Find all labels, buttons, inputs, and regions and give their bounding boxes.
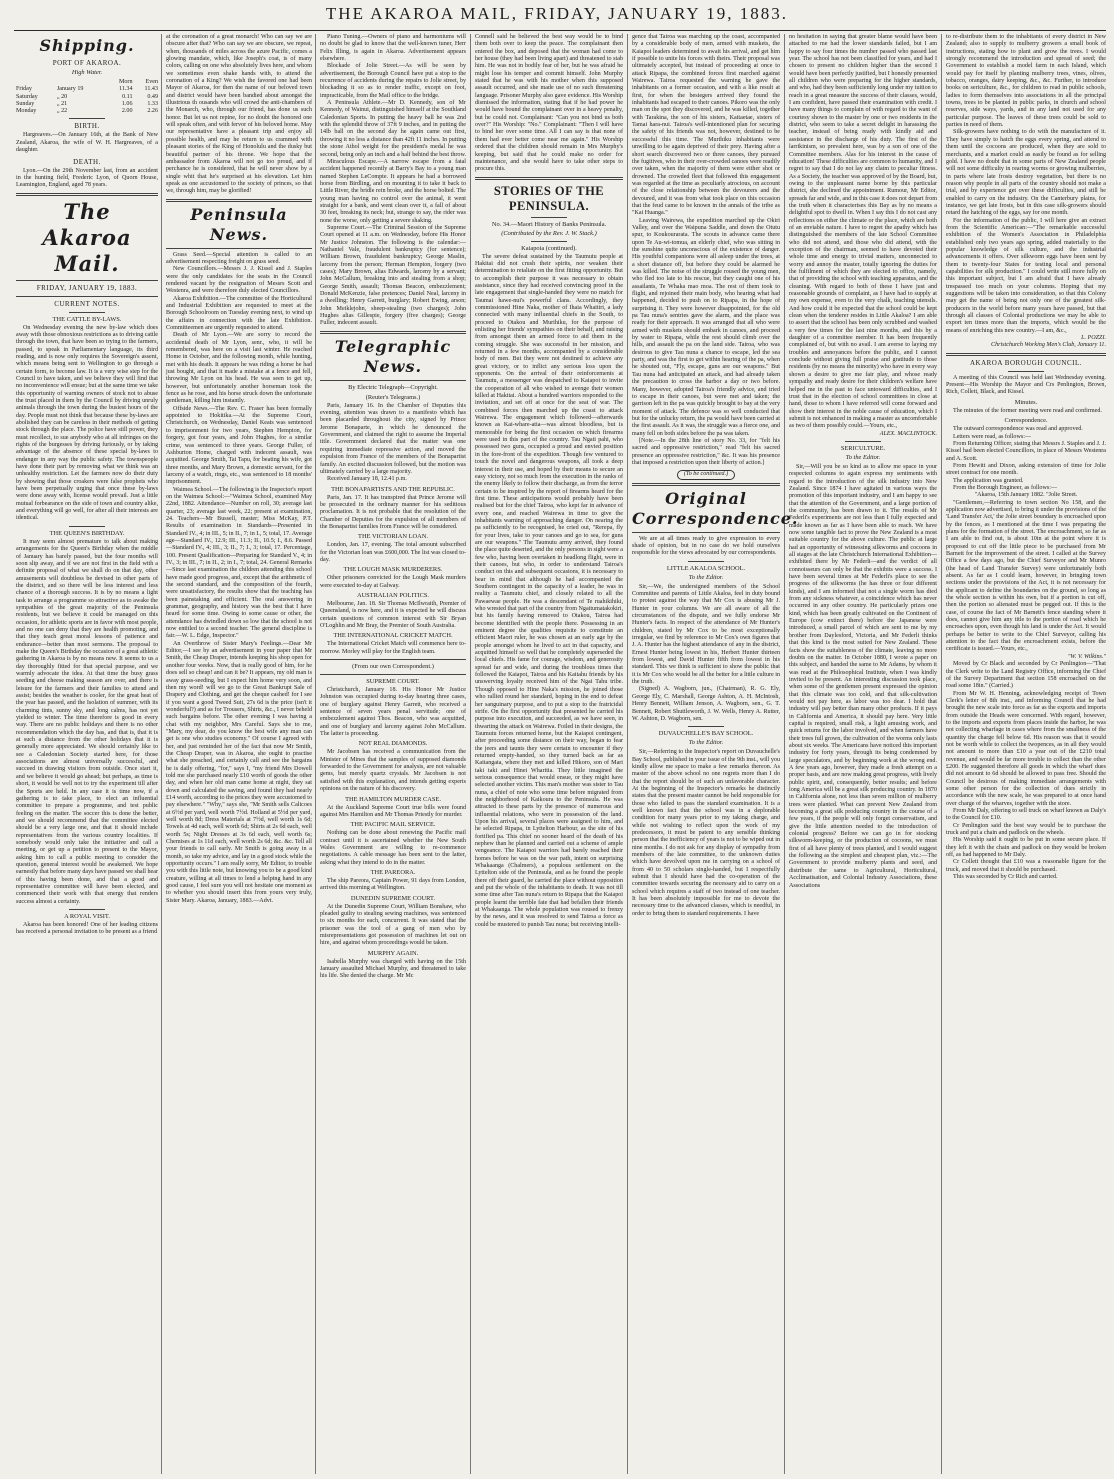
separator	[320, 674, 466, 675]
story-paragraph: gence that Tairoa was marching up the coast, accompanied by a considerable body of men, armed with muskets, the Kaiapoi leaders determined to await his arrival, and get him if possible to unite his forces with theirs. Their proposal was ultimately accepted, but instead of proceeding at once to attack Ripapa, the combined forces first marched against Wairewa. Tairoa requested the warning he gave the inhabitants on a former occasion, and with a like result at first, for when the besiegers arrived they found the inhabitants had escaped to their canoes. Pikoro was the only man on the spot they discovered, and he was killed, together with Tarakina, the son of his sisters, Kaitaetae, sisters of Tamai hara-nui. Tairoa's well-intentioned plan for securing the safety of his friends was not, however, destined to be successful this time. The Murihiku inhabitants were unwilling to be again deprived of their prey. Having after a short search discovered two or three canoes, they pursued the fugitives, who in their over-crowded canoes were readily over taken, when the majority of them were either shot or drowned. The crowded fleet that followed this engagement was regarded at the time as peculiarly atrocious, on account of the close relationship between the devourers and the devoured, and it was from what took place on this occasion that the feud came to be known in the annals of the tribe as "Kai Huanga."	[632, 34, 780, 217]
separator	[69, 312, 105, 313]
letter-signature: L. POZZI.	[1081, 335, 1106, 342]
letter-salutation: To the Editor.	[845, 453, 881, 461]
separator	[688, 561, 724, 562]
news-item: Miraculous Escape.—A narrow escape from a fatal accident happened recently at Barry's Bay to a young man named Stephen LeCompte. It appears he had a borrowed horse from Birdling, and on mounting it to take it back to Little River, the bridle rein broke, and the horse bolted. The young man having no control over the animal, it went straight for a bank, and went clean over it, a fall of about 30 feet, breaking its neck; but, strange to say, the rider was none the worse, only getting a severe shaking.	[320, 158, 466, 224]
telegram-heading: THE BONAPARTISTS AND THE REPUBLIC.	[331, 485, 455, 493]
own-correspondent-label: (From our own Correspondent.)	[352, 663, 434, 671]
tide-row: Sunday „ 21 1.06 1.33	[16, 100, 158, 107]
council-paragraph: From Hewitt and Dixon, asking extension of time for Jolie street contract for one month.	[946, 462, 1106, 477]
telegram: Paris, January 16. In the Chamber of Deputies this evening, attention was drawn to a manifesto which has been placarded throughout the city, signed by Prince Jerome Bonaparte, in which he denounced the Government, and claimed the right to assume the Imperial title. Government declared that the matter was one requiring immediate repressive action, and moved the expulsion from France of the members of the Bonapartist family. An excited discussion followed, but the motion was ultimately carried by a large majority.	[320, 402, 466, 475]
masthead: THE AKAROA MAIL, FRIDAY, JANUARY 19, 1883.	[325, 4, 789, 23]
news-item: Offside News.—The Rev. C. Fraser has been formally appointed to Hokitika.—At the Supreme Court, Christchurch, on Wednesday, Daniel Keats was sentenced to imprisonment for two years, Stephen Hempton, for forgery, got four years, and John Hughes, for a similar crime, was sentenced to three years. George Fuller, of Ashburton Home, charged with indecent assault, was acquitted. George Smith, Tai Tapu, for beating his wife, got three months, and Mary Brown, a domestic servant, for the larceny of a watch, rings, etc., was sentenced to 18 months' imprisonment.	[166, 405, 312, 486]
stories-heading: STORIES OF THE PENINSULA.	[493, 183, 605, 213]
story-paragraph: Leaving Wairewa, the expedition marched up the Okiri Valley, and over the Waipuna Saddle, and down the Otutu spur, to Koukourarata. The scouts in advance came there upon Te Au-wi-tomua, an elderly chief, who was sitting in the sunshine quite unconscious of the existence of danger. His youthful companions were all asleep under the trees, at a short distance off, but before they could be alarmed he was killed. The noise of the struggle roused the young men, who fled too late to his rescue, but they caught one of his assailants, Te Whaka mao moa. The rest of them took to flight, and rejoined their main body, who hearing what had happened, decided to push on to Ripapa, in the hope of surprising it. They were however disappointed, for the old pa Tau nuna's sentries gave the alarm, and the place was ready for their approach. It was arranged that all who were armed with muskets should embark in canoes, and proceed by water to Ripapa, while the rest should climb over the hills, and assault the pa on the land side. Tairoa, who was desirous to give Tau nuna a chance to escape, led the sea party, and was the first to get within hearing of the pa, when he shouted out, "Fly, escape, guns are our weapons." But Tau nuna had anticipated an attack, and had already taken the precaution to cross the harbor a day or two before. Many, however, adopted Tairoa's friendly advice, and tried to escape in their canoes, but were met and taken; the garrison left in the pa was quickly brought to bay at the very moment of attack. The defence was so well conducted that but for the unlucky return, the pa would have been carried at the first assault. As it was, the struggle was a fierce one, and many fell on both sides before the pa was taken.	[632, 217, 780, 437]
letter-salutation: To the Editor.	[688, 573, 724, 581]
letter-salutation: To the Editor.	[688, 739, 724, 747]
news-item: An Overthrow of Sister Mary's Feelings.—Dear Mr Editor,—I see by an advertisement in your paper that Mr Smith, the Cheap Draper, intends keeping his shop open for another four weeks. Now, that is really good of him, for he does sell so cheap! and can it be? It appears, my old man is away grass-seeding, but I expect him home very soon, and then my word! will we go to the Great Bankrupt Sale of Drapery and Clothing, and get the cheque cashed! for I see if you want a good Tweed Suit, 27s 6d is the price (isn't it wonderful?) and as for Trousers, Shirts, &c., I never beheld such bargains before. The other evening I was having a chat with my neighbor, Mrs Careful. Says she to me, "Mary, my dear, do you know the best wife any man can get is one who studies economy." Of course I agreed with her, and just reminded her of the fact that now Mr Smith, the Cheap Draper, was in Akaroa, she ought to practise what she preached, and certainly call and see the bargains he is daily offering, "for," says I, "my friend Mrs Dowell told me she purchased nearly £10 worth of goods the other day, and when her old man came home at night, they sat down and calculated the saving, and found they had nearly £14 worth, according to the prices they were accustomed to pay elsewhere." "Why," says she, "Mr Smith sells Calicoes at 6½d per yard, well worth 7½d. Holland at 5½d per yard, well worth 8d; Dress Materials at 7½d, well worth 1s 6d; Towels at 4d each, well worth 6d; Shirts at 2s 6d each, well worth 5s; Night Dresses at 3s 6d each, well worth 6s; Chemises at 1s 11d each, well worth 2s 6d; &c. &c. Tell all your friends to call early. Mr Smith is going away in a month, so take my advice, and lay in a good stock while the opportunity occurs." I am really sorry, Mr Editor, to trouble you with this little note, but knowing you to be a good kind creature, willing at all times to lend a helping hand in any good cause, I feel sure you will not hesitate one moment as to whether you should insert this from yours very truly, Sister Mary. Akaroa, January, 1883.—Advt.	[166, 640, 312, 904]
shipping-heading: Shipping.	[39, 36, 135, 55]
birth-notice: Hargreaves.—On January 16th, at the Bank of New Zealand, Akaroa, the wife of W. H. Hargreaves, of a daughter.	[16, 132, 158, 154]
council-subheading: Minutes.	[1014, 398, 1038, 406]
tide-row: Monday „ 22 2.00 2.26	[16, 108, 158, 115]
column-5	[632, 34, 799, 1476]
article-paragraph: On Wednesday evening the new by-law which does away with those obnoxious restrictions as to driving cattle through the town, that have been so trying to the farmers, passed, to speak in Parliamentary language, its third reading, and is now only requires the Sovereign's assent, which means being sent to Wellington to go through a certain form, to become law. It is a very wise step for the Council to have taken, and we believe they will find that no inconvenience will ensue; but at the same time we take this opportunity of warning owners of stock not to abuse the trust placed in them by the Council by driving unruly animals through the town during the busiest hours of the day. People must not think that because these by-laws are abolished they can be careless in their methods of getting stock through the place. The police have still power, they must recollect, to sue anybody who at all infringes on the rights of the burgesses by driving furiously, or by taking advantage of the absence of these special by-laws to endanger in any way the public safety. The townspeople have done their part by removing what we think was an unhealthy restriction. Let the farmers now do their duty by showing that those croakers were false prophets who have been perpetually urging that once these by-laws were done away with, license would prevail. Just a little mutual forbearance on the side of town and country alike, and everything will go well, for after all their interests are identical.	[16, 324, 158, 522]
separator	[166, 248, 312, 249]
council-paragraph: Cr Collett thought that £10 was a reasonable figure for the truck, and moved that it should be purchased.	[946, 859, 1106, 873]
separator	[475, 177, 623, 180]
separator	[1008, 371, 1044, 372]
telegram: Paris, Jan. 17. It has transpired that Prince Jerome will be prosecuted in the ordinary manner for his seditious proclamation. It is not probable that the resolution of the Chamber of Deputies for the expulsion of all members of the Bonapartist families from France will be considered.	[320, 494, 466, 530]
telegram-heading: THE VICTORIAN LOAN.	[358, 533, 428, 541]
council-paragraph: The minutes of the former meeting were read and confirmed.	[953, 407, 1102, 414]
letter-paragraph: For the information of the public, I will here give an extract from the Scientific American:—"The remarkable successful exhibition of the Women's Association in Philadelphia established only two years ago spring, added materially to the popular knowledge of silk culture, and the industrial advancements it offers. Over silkworm eggs have been sent by them to twenty-four States for testing local and personal capabilities for silk production." I could write still more fully on this important subject, but I am afraid that I have already trespassed too much on your columns. Hoping that my suggestions will be taken into consideration, so that this Colony may get the name of being not only one of the greatest silk-producers in the world before many years have passed, but that through all classes of Colonial productions we may be able to export ten times more than the imports, which would be the means of enriching this new country.—I am, &c.,	[946, 217, 1106, 334]
column-divider	[627, 34, 628, 1474]
column-3	[320, 34, 466, 1476]
council-paragraph: This was seconded by Cr Rich and carried.	[953, 874, 1058, 881]
story-subheading: Kaiapoia (continued).	[521, 244, 577, 252]
telegram-heading: THE HAMILTON MURDER CASE.	[345, 795, 441, 803]
letter-signatories: (Signed) A. Wagborn, jun., (Chairman), R. G. Ely, George Ely, C. Marshall, George Ashton, A. H. McIntosh, Henry Bennett, William Jenson, A. Wagborn, sen., G. T. Bennett, Robert Shuttleworth, J. W. Wells, Henry A. Rutter, W. Ashton, D. Wagborn, sen.	[632, 686, 780, 722]
separator	[632, 483, 780, 486]
letter-signature: ALEX. MACLINTOCK.	[879, 430, 937, 437]
separator	[531, 217, 567, 218]
letter-heading: SERICULTURE.	[840, 444, 886, 452]
letter-signature-address: Christchurch Working Men's Club, January 11.	[991, 342, 1106, 349]
tide-header-row: Morn Even	[118, 79, 158, 85]
editor-note: [Note.—In the 28th line of story No. 33, for "felt his sacred and oppressive restriction," read "felt his sacred presence an oppressive restriction," &c. It was his presence that imposed a restriction upon their liberty of action.]	[632, 437, 780, 466]
letter-paragraph: no hesitation in saying that greater blame would have been attached to me had the lower standards failed, but I am happy to say four times the number passed who passed last year. The school has not been classified for years, and had I chosen to present no children higher than the second I would have been perfectly justified, but I honestly presented all children who were preparing for the higher standards, and who, had they been sufficiently long under my tuition to reach in a great measure the success of their classes, would, I am confident, have passed their examination with credit. I have many things to complain of with regard to the want of courtesy shown to the master by one or two residents in the district, who seem to take a secret delight in harassing the teacher, instead of being ready with kindly aid and assistance in the discharge of his duty. The first of the larrikinism, so prevalent here, was by a son of one of the Committee members. Alas for his interest in the cause of education! These difficulties are common to humanity, and I regret to say that I do not lay any claim to peculiar fitness. As a Society, the teacher was approved of by the Board, but, owing to the unpleasant name borne by this particular district, she declined the appointment. Rumour, Mr Editor, spreads far and wide, and in this case it does not depart from the truth when it characterises this Bay as by no means a delightful spot to dwell in. When I say this I do not cast any reflections on either the climate or the place, which are both of an enviable nature. I have to regret the apathy which has distinguished the members of the late School Committee who did not attend, and those who did attend, with the exception of the chairman, seemed to have devoted their whole time and energy to trivial matters, unconnected to worry and annoy the master, totally ignoring the duties for the fulfilment of which they are elected to office, namely, that of providing the school with teaching apparatus, and the cleaning. With regard to both of these I have just and reasonable grounds of complaint, as I have had to supply at my own expense, even to the very chalk, teaching utensils. And how could it be expected that the school could be kept clean when the tenderer resides in Little Akaloa? I am able to assert that the school has been only scrubbed and washed a very few times for the last nine months, and this by a daughter of a committee member. It has been frequently complained of, but with no avail. I am averse to laying my troubles and annoyances before the public, and I cannot conclude without giving full praise and gratitude to those residents (by no means the minority) who have in every way shown a desire to give me fair play, and whose ready sympathy and ready desire for their children's welfare have helped me in the past to face untoward difficulties, and I trust that in the election of school committees in close at hand, those to whom I have referred will come forward and show their interest in the noble cause of education, which I submit is not enhanced in making a master as uncomfortable as two of them possibly could.—Yours, etc.,	[789, 34, 937, 430]
continued-box: (To be continued.)	[632, 470, 780, 479]
separator	[69, 118, 105, 119]
council-paragraph: From the Borough Engineer, as follows:—	[953, 484, 1058, 491]
news-item: Piano Tuning.—Owners of piano and harmoniums will no doubt be glad to know that the well-known tuner, Herr Felix Illing, is again in Akaroa. Advertisement appears elsewhere.	[320, 34, 466, 63]
news-item: Death of Mr Lyon.—We are sorry to record the accidental death of Mr Lyon, senr., who, it will be remembered, was here on a visit last winter. He reached Home in October, and the following month, while hunting, met with his death. It appears he was riding a horse he had just bought, and that it made a mistake at a fence and fell, throwing Mr Lyon on his head. He was seen to get up, however, but unfortunately another horseman took the fence as he rose, and his horse struck down the unfortunate gentleman, killing him instantly.	[166, 332, 312, 405]
council-paragraph: His Worship said it ought to be put in some secure place. If they left it with the chain and padlock on they would be broken off, as had happened to Mr Daly.	[946, 837, 1106, 859]
dateline: FRIDAY, JANUARY 19, 1883.	[36, 283, 138, 292]
column-divider	[470, 34, 471, 1474]
column-divider	[784, 34, 785, 1474]
telegram: London, Jan. 17, evening. The total amount subscribed for the Victorian loan was £600,000. The list was closed to-day.	[320, 542, 466, 563]
telegram-heading: MURPHY AGAIN.	[367, 949, 419, 957]
letter-heading: LITTLE AKALOA SCHOOL.	[666, 564, 746, 572]
council-letter-signature: "W. V. Wilkins."	[1067, 653, 1106, 660]
telegram-heading: AUSTRALIAN POLITICS.	[356, 591, 430, 599]
separator	[16, 296, 158, 297]
separator	[531, 241, 567, 242]
column-7	[946, 34, 1106, 1476]
telegram-heading: NOT REAL DIAMONDS.	[358, 740, 428, 748]
telegram-heading: DUNEDIN SUPREME COURT.	[350, 894, 436, 902]
news-item: Supreme Court.—The Criminal Session of the Supreme Court opened at 11 a.m. on Wednesday, before His Honor Mr Justice Johnston. The following is the calendar:—Nathaniel Vale, fraudulent bankruptcy (for sentence); William Brown, fraudulent bankruptcy; George Maslin, larceny from the person; Herman Hempton, forgery (two cases); Mary Brown, alias Edwards, larceny by a servant; John McCallum, breaking into and stealing from a shop; George Smith, assault; Thomas Beacon, embezzlement; Donald McKenzie, false pretences; Daniel Neal, larceny in a dwelling; Henry Garrett, burglary; Robert Ewing, arson; John Meiklejohn, sheep-stealing (two charges); John Hughes alias Gillespie, forgery (five charges); George Fuller, indecent assault.	[320, 224, 466, 327]
story-paragraph: The severe defeat sustained by the Taumutu people at Hakitai did not crush their spirits, nor weaken their determination to retaliate on the first fitting opportunity. But to accomplish their purpose it was necessary to obtain assistance, since they had received convincing proof in the late engagement that single-handed they were no match for Taumai hawe-nui's powerful clans. Accordingly, they commissioned Hine Naka, mother of Ihaia Whaitiri, a lady connected with many influential chiefs in the South, to proceed to Otakou and Murihiku, for the purpose of enlisting her friends' sympathies on their behalf, and raising from amongst them an armed force to aid them in the coming struggle. She was successful in her mission, and returned in a few months, accompanied by a considerable body of men. But they were not destined to achieve any great victory, or to inflict any serious loss upon the opponents. On the arrival of their reinforcements at Taumutu, a messenger was despatched to Kaiapoi to invite the cooperation of all who wished to avenge their women killed at Hakitai. About a hundred warriors responded to the invitation, and set off at once for the seat of war. The combined forces then marched up the coast to attack Wairewa. The engagement which followed—afterwards known as Kai-whare-atia—was almost bloodless, but is memorable for being the first occasion on which firearms were used in this part of the country. Tau Ngati pahi, who possessed two guns, occupied a proud and envied position in the fore-front of the expedition. Though few ventured to touch the novel and dangerous weapons, all took a deep interest in their use, and hoped by their means to secure an easy victory, not so much from the execution in the ranks of the enemy likely to follow their discharge, as from the terror certain to be inspired by the report of firearms heard for the first time. These anticipations would probably have been realised but for the chief Tairoa, who kept far in advance of every one, and reached Wairewa in time to give the inhabitants warning of approaching danger. On nearing the pa sufficiently to be recognised, he cried out, "Rerepa, fly for your lives, take to your canoes and go to sea, for guns are our weapons." The Taumutu army arrived, they found the place quite deserted, and the only persons in sight were a few who, having been overtaken in headlong flight, were in their canoes, but who, in order to understand Tairoa's conduct on this and subsequent occasions, it is necessary to bear in mind that although he had accompanied the Southern contingent in the capacity of a leader, he was in reality a Taumutu chief, and closely related to all the Pawaewae people. He was a descendant of Te ruahikihiki, who wrested that part of the country from Ngaitumatakokiri, but his family having removed to Otakou, Tairoa had become identified with the people there. Possessing in an eminent degree the qualities requisite to constitute an efficient Maori ruler, he was chosen at an early age by the people amongst whom he lived to act in that capacity, and acquitted himself so well that he completely superseded the local chiefs. His fame for courage, wisdom, and generosity spread far and wide, and during the troublous times that followed the Kaiapoi, Tairoa and his Kaitahu friends by his unswerving loyalty received him of the Ngai Tahu tribe. Though opposed to Hine Naka's mission, he joined those who rallied round her standard, hoping in the end to defeat her sanguinary purpose, and to put a stop to the fratricidal strife. On the first opportunity that presented he carried his purpose into execution, and succeeded, as we have seen, in thwarting the attack on Wairewa. Foiled in their designs, the Taumutu forces returned home, but the Kaiapoi contingent, after proceeding some distance on their way, began to fear the jeers and taunts they were certain to encounter if they returned empty-handed, so they turned back as far as Kaitangata, where they met and killed Hikoro, son of Mari taki taki and Hinei Wharitia. They little imagined the serious consequence that would ensue, or they might have selected another victim. This man's mother was sister to Tau nuna, a chief of note who some time before migrated from the neighborhood of Kaikoura to the Peninsula. He was attracted to these parts by the presence of numerous and influential relations, who were in possession of the land. Upon his arrival, several places were assigned to him, and he selected Ripapa, in Lyttelton Harbour, as the site of his fortified pa. This chief no sooner heard of the death of his nephew than he planned and carried out a scheme of ample vengeance. The Kaiapoi warriors had barely reached their homes before he was on the war path, intent on surprising Whakaanga (Chalmers), a populous settlement on the Lyttelton side of the Peninsula, and as he found the people there off their guard, he carried the place without opposition and put the whole of the inhabitants to death. It was not till some time after Tau nuna's return to Ripapa that the Kaiapoi people learnt the terrible fate that had befallen their friends at Whakaanga. The whole population was roused to frenzy by the news, and it was resolved to send Tairoa a force as could be mustered to punish Tau nuna; but receiving intelli-	[475, 253, 623, 928]
story-contributor: (Contributed by the Rev. J. W. Stack.)	[501, 229, 597, 237]
news-item: Akaroa Exhibition.—The committee of the Horticultural and Industrial Exhibition are requested to meet at the Borough Schoolroom on Tuesday evening next, to wind up the affairs in connection with the late Exhibition. Committeemen are urgently requested to attend.	[166, 295, 312, 331]
correspondence-heading: Original Correspondence.	[632, 488, 799, 528]
port-heading: PORT OF AKAROA.	[52, 59, 122, 67]
article-paragraph: Akaroa has been honored! One of her leading citizens has received a personal invitation to be present as a friend	[16, 922, 158, 936]
council-paragraph: The application was granted.	[953, 477, 1024, 484]
telegram: The International Cricket Match will commence here to-morrow. Morley will play for the English team.	[320, 641, 466, 655]
column-4	[475, 34, 623, 1476]
telegram-received: Received January 18, 12.41 p.m.	[327, 476, 407, 483]
news-item: Blockade of Jolie Street.—As will be seen by advertisement, the Borough Council have put a stop to the recurrence of accidents during the repairs to Jolie street, by blockading it so as to render traffic, except on foot, impracticable, from the Mail office to the bridge.	[320, 63, 466, 99]
council-heading: AKAROA BOROUGH COUNCIL.	[969, 358, 1083, 367]
letter-paragraph: Sir,—We, the undersigned members of the School Committee and parents of Little Akaloa, feel in duty bound to protest against the way that Mr Cox is abusing Mr J. Hunter in your columns. We are all aware of all the circumstances of the dispute, and we fully endorse Mr Hunter's facts. In respect of the attendance of Mr Hunter's children, stated by Mr Cox to be most exceptionally irregular, we find by reference to Mr Cox's own figures that J. A. Hunter has the highest attendance of any in the district, Ernest Hunter being lowest in his, Herbert Hunter thirteen from lowest, and David Hunter fifth from lowest in his standard. This we think is sufficient to show the public that it is Mr Cox who would be all the better for a little culture in the truth.	[632, 583, 780, 686]
article-paragraph: at the coronation of a great monarch! Who can say we are obscure after that? Who can say we are obscure, we repeat, when, thousands of miles across the azure Pacific, comes a glowing mandate, which, like Joseph's coat, is of many colors, calling on one who absolutely lives here, and whom we sometimes even shake hands with, to attend the coronation of a King? We wish the favored one had been Mayor of Akaroa, for then the name of our beloved town and district would have been bandied about amongst the illustrious th ousands who will crowd the anti-chambers of the Monarch, who, through our friend, has done us such honor. But let us not repine, for no doubt the honored one will speak often, and with fervor of his beloved home. May our representative have a pleasant trip and enjoy all possible health, and may he return to us crammed with pleasant stories of the King of Honolulu and the dusky but beautiful partner of his throne. We hope that the ambassador from Akaroa will not go too proud, and if perchance he is considered, that he will never show by a single whit that he's surprised at his elevation. Let him speak as one accustomed to the society of princes, so that we, through him, may be glorified!	[166, 34, 312, 195]
column-divider	[161, 34, 162, 1474]
telegram: The ship Pareora, Captain Power, 91 days from London, arrived this morning at Wellington.	[320, 877, 466, 892]
council-paragraph: "Gentlemen,—Referring to town section No 158, and the application now advertised, to bring it under the provisions of the 'Land Transfer Act,' the Jolie street boundary is encroached upon by the fences, as I mentioned at the time I was preparing the plans for the formation of the street. The encroachment, so far as I am able to find out, is about 10in at the point where it is proposed to cut off the little piece to be purchased from Mr Barnett for the improvement of the street. I called at the Survey Office a few days ago, but the Chief Surveyor and Mr Munro (the head of Land Transfer Survey) were unfortunately both absent. As far as I could learn, however, in bringing town sections under the provisions of the Act, it is not necessary for the applicant to define the boundaries on the ground, so long as the whole section is within his own, but if a portion is cut off, then the portion so alienated must be pegged out. If this is the case, of course the fact of Mr Barnett's fence standing where it does, cannot give him any title to the portion of road which he encroaches upon, even though his land is under the Act. It would perhaps be better to write to the Chief Surveyor, calling his attention to the fact that the encroachment exists, before the certificate is issued.—Yours, etc.,	[946, 499, 1106, 653]
news-item: Grass Seed.—Special attention is called to an advertisement respecting freight on grass seed.	[166, 251, 312, 265]
separator	[16, 280, 158, 281]
peninsula-news-heading: Peninsula News.	[190, 204, 288, 244]
telegram: Melbourne, Jan. 18. Sir Thomas McIlwraith, Premier of Queensland, is now here, and it is expected he will discuss certain questions of common interest with Sir Bryan O'Loghlin and Mr Bray, the Premier of South Australia.	[320, 600, 466, 629]
telegram: At the Dunedin Supreme Court, William Bonshaw, who pleaded guilty to stealing sewing machines, was sentenced to six months for each, concurrent. It was stated that the prisoner was the tool of a gang of men who by misrepresentations got possession of machines let out on hire, and against whom proceedings would be taken.	[320, 903, 466, 947]
telegram: At the Auckland Supreme Court true bills were found against Mrs Hamilton and Mr Thomas Priestly for murder.	[320, 804, 466, 818]
death-heading: DEATH.	[73, 157, 101, 166]
telegraph-byline: By Electric Telegraph—Copyright.	[348, 383, 438, 391]
separator	[946, 353, 1106, 356]
separator	[688, 726, 724, 727]
telegram: Other prisoners convicted for the Lough Mask murders were executed to-day at Galway.	[320, 575, 466, 589]
letter-heading: DUVAUCHELLE'S BAY SCHOOL.	[658, 730, 754, 738]
tide-table	[16, 79, 158, 115]
tide-row: Friday January 19 11.34 11.43	[16, 86, 158, 93]
story-number: No. 34.—Maori History of Banks Peninsula.	[491, 220, 607, 228]
separator	[320, 331, 466, 334]
letter-paragraph: Silk-growers have nothing to do with the manufacture of it. They have simply to hatch the eggs every spring, and attend to them until the cocoons are produced, when they are sold to merchants, and a market could as easily be found as for selling gold. I have no doubt that in some parts of New Zealand people will not some difficulty in rearing worms or growing mulberries, in parts where late frosts destroy vegetation, but there is no reason why people in all parts of the country should not make a trial, and by experience get over these difficulties, and still be enabled to carry on the industry. On the Canterbury plains, for instance, we get late frosts, but in this case silk-growers should retard the hatching of the eggs, say for one month.	[946, 129, 1106, 217]
separator	[69, 909, 105, 910]
death-notice: Lyon.—On the 29th November last, from an accident in the hunting field, Frederic Lyon, of Quorn House, Leamington, England, aged 78 years.	[16, 167, 158, 189]
separator	[845, 441, 881, 442]
current-notes-heading: CURRENT NOTES.	[54, 299, 120, 308]
telegraphic-news-heading: Telegraphic News.	[334, 336, 452, 376]
council-paragraph: From Mr Daly, offering to sell truck on wharf known as Daly's to the Council for £10.	[946, 808, 1106, 822]
council-letter-date: "Akaroa, 15th January 1882. "Jolie Street.	[974, 492, 1078, 499]
masthead-rule	[14, 30, 1106, 31]
council-paragraph: Cr Penlington said the best way would be to purchase the truck and put a chain and padlock on the wheels.	[946, 822, 1106, 837]
council-paragraph: From Returning Officer, stating that Messrs J. Staples and J. J. Kissel had been elected Councillors, in place of Messrs Westenra and A. Scott.	[946, 440, 1106, 462]
separator	[320, 380, 466, 381]
royal-visit-heading: A ROYAL VISIT.	[64, 913, 110, 921]
high-water-label: High Water.	[71, 69, 103, 76]
cattle-bylaws-heading: THE CATTLE BY-LAWS.	[52, 315, 122, 323]
column-divider	[941, 34, 942, 1474]
telegram-heading: THE LOUGH MASK MURDERERS.	[343, 566, 443, 574]
queens-birthday-heading: THE QUEEN'S BIRTHDAY.	[49, 529, 125, 537]
council-paragraph: A meeting of this Council was held last Wednesday evening. Present—His Worship the Mayor and Crs Penlington, Brown, Rich, Collett, Black, and Kissel.	[946, 374, 1106, 396]
separator	[166, 199, 312, 202]
letter-paragraph: to re-distribute them to the inhabitants of every district in New Zealand; also to supply to mulberry growers a small book of instructions, stating how to plant and grow the trees. I would strongly recommend the introduction and spread of seed; the Government to establish a model farm in each Island, which would pay for itself by planting mulberry trees, vines, olives, tobacco, oranges, dairy keeping, &c., &c. Further, to introduce books on sericulture, &c., for children to read in public schools, ladies to form themselves into associations in all the principal towns, trees to be planted in public parks, in church and school reserves, side ways, yards, and in any land not used for any particular purpose. The leaves of these trees could be sold to parties in need of them.	[946, 34, 1106, 129]
column-6	[789, 34, 937, 1476]
column-divider	[315, 34, 316, 1474]
article-paragraph: Connell said he believed the best way would be to bind them both over to keep the peace. The complainant then entered the box, and deposed that the woman had come to her house (they had been living apart) and threatened to stab him. He was not in bodily fear of her, but he was afraid he might lose his temper and commit himself. John Murphy stated that he was with his mother when this supposed assault occurred, and she made use of no such threatening language. Prisoner Murphy also gave evidence. His Worship dismissed the information, stating that if he had power he would have bound the complainant over in a heavy penalty, but he could not. Complainant: "Can you not bind us both over?" His Worship: "No." Complainant: "Then I will have to bind her over some time. All I can say is that none of them had ever better come near me again." His Worship ordered that the children should remain in Mrs Murphy's keeping, but said that he could make no order for maintenance, and she would have to take other steps to procure this.	[475, 34, 623, 173]
council-paragraph: Moved by Cr Black and seconded by Cr Penlington—"That the Clerk write to the Land Registry Office, informing the Chief of the Survey Department that section 158 encroached on the road some 18in." (Carried.)	[946, 661, 1106, 690]
council-paragraph: From Mr W. H. Henning, acknowledging receipt of Town Clerk's letter of 8th inst., and informing Council that he had brought the new scale into force as far as the exports and imports from outside the Heads were concerned. With regard, however, to the imports and exports from places inside the harbor, he was not collecting wharfage in cases where from the smallness of the quantity the charge fell below 6d. His reason was that it would not be worth while to collect the twopences, as in all they would not amount to more than £10 a year out of the £210 total revenue, and would be far more trouble to collect than the other £200. He suggested therefore all goods in which the wharf dues did not amount to 6d should be allowed to pass free. Should the Council be desirous of making immediate arrangements with some other person for the collection of dues strictly in accordance with the new scale, he was prepared to at once hand over charge of the wharves, together with the store.	[946, 690, 1106, 807]
paper-title: The Akaroa Mail.	[42, 198, 132, 276]
separator	[69, 526, 105, 527]
telegram-heading: THE PAREORA.	[370, 868, 416, 876]
telegram: Christchurch, January 18. His Honor Mr Justice Johnston was occupied during to-day hearing three cases, one of burglary against Henry Garrett, who received a sentence of seven years penal servitude; one of embezzlement against Thos. Beacon, who was acquitted, and one of burglary and larceny against John McCallum. The latter is proceeding.	[320, 687, 466, 738]
letter-paragraph: Sir,—Referring to the Inspector's report on Duvauchelle's Bay School, published in your issue of the 9th inst., will you kindly allow me space to make a few remarks thereon. As master of the above school no one regrets more than I do that the report should be of such an unfavorable character. At the beginning of the Inspector's remarks he distinctly states that the present master cannot be held responsible for those who failed to pass the standard examination. It is a well known fact that the school was in a deplorable condition for many years prior to my taking charge, and while not wishing to reflect upon the work of my predecessors, it must be patent to any sensible thinking person that the inefficiency of years is not to be wiped out in nine months. I do not ask for any display of sympathy from members of the late committee, to the unknown duties which have devolved upon me in carrying on a school of from 40 to 50 scholars single-handed, but I respectfully submit that I should have had the co-operation of the committee towards securing the necessary aid to carry on a school which requires a staff of two instead of one teacher. It has been absolutely impossible for me to devote the necessary time to the advanced classes, which is needful, in order to bring them to standard requirements. I have	[632, 749, 780, 917]
council-paragraph: Letters were read, as follows:—	[953, 433, 1032, 440]
council-subheading: Correspondence.	[1004, 417, 1048, 425]
separator	[320, 659, 466, 660]
tide-row: Saturday „ 20 0.11 0.49	[16, 93, 158, 100]
council-paragraph: The outward correspondence was read and approved.	[953, 426, 1083, 433]
telegram: Mr Jacobsen has received a communication from the Minister of Mines that the samples of supposed diamonds forwarded to the Government for analysis, are not valuable gems, but merely quartz crystals. Mr Jacobsen is not satisfied with this explanation, and intends getting experts opinions on the nature of his discovery.	[320, 749, 466, 793]
telegram-heading: THE INTERNATIONAL CRICKET MATCH.	[333, 632, 453, 640]
telegram-heading: THE PACIFIC MAIL SERVICE.	[350, 821, 436, 829]
separator	[16, 193, 158, 196]
telegram: Isabella Murphy was charged with having on the 15th January assaulted Michael Murphy, and threatened to take his life. She denied the charge. Mr Mc	[320, 958, 466, 980]
column-2	[166, 34, 312, 1476]
news-item: A Peninsula Athlete.—Mr D. Kennedy, son of Mr Kennedy, of Wainui, distinguished himself at the Southland Caledonian Sports. In putting the heavy ball he was 2nd with the splendid throw of 37ft 9 inches, and in putting the 14lb ball on the second day he again came out first, throwing it no less a distance than 42ft 11 inches. In putting the stone Athol weight for the president's medal he was second, being only an inch and a half behind the best throw.	[320, 100, 466, 158]
separator	[632, 532, 780, 533]
column-1	[16, 34, 158, 1476]
telegram-heading: SUPREME COURT.	[366, 678, 420, 686]
correspondence-disclaimer: We are at all times ready to give expression to every shade of opinion, but in no case do we hold ourselves responsible for the views advocated by our correspondents.	[632, 535, 780, 557]
birth-heading: BIRTH.	[74, 122, 100, 131]
reuters-label: (Reuter's Telegrams.)	[365, 393, 421, 401]
news-item: Waimea School.—The following is the Inspector's report on the Waimea School:—"Waimea School, examined May 22nd, 1882. Attendance—Number on roll, 30; average last quarter, 23; average last week, 22; present at examination, 24. Teachers—Mr Bussell, master; Miss McKay, P.T. Results of examination in Standards—Presented in Standard IV., 4; in III., 5; in II., 7; in I., 5; total, 17. Average age—Standard IV., 12.9; III., 11.3; II., 10.5; I., 8.6. Passed—Standard IV., 4; III., 3; II., 7; I., 3; total, 17. Percentage, 100. Present Qualification—Preparing for Standard V., 4; in IV., 3; in III., 7; in II., 2; in I., 7; total, 24. General Remarks—Since last examination the children attending this school have made good progress, and, except that the arithmetic of the second standard, and the composition of the fourth, were unsatisfactory, the results show that the teaching has been painstaking and efficient. The oral answering in grammar, geography, and history was the best that I have heard for some time. Owing to some cause or other, the attendance has dwindled down so low that the school is not now entitled to a second teacher. The general discipline is fair.—W. L. Edge, Inspector."	[166, 486, 312, 640]
letter-paragraph: Sir,—Will you be so kind as to allow me space in your respected columns to again express my sentiments with regard to the introduction of the silk industry into New Zealand. Since 1874 I have agitated in various ways the promotion of this important industry, and I am happy to see that the attention of the Government, and a large portion of the community, has been drawn to it. The results of Mr Federli's experiments are not less than I fully expected and made known as far as I have been able to reach. We have now some tangible fact to prove the New Zealand is a most suitable country for the above culture. The public at large had an opportunity of witnessing silkworms and cocoons in all stages at the late Christchurch International Exhibition—exhibited there by Mr Federli—and the verdict of all connoisseurs can only be that the exhibits were a success. I have been several times at Mr Federli's place to see the progress of the silkworms (he has three or four different kinds), and I am informed that not a single worm has died from any sickness whatever, a coincidence which has never occurred in any other country. He particularly prizes one kind, which has been greatly cultivated on the Continent of Europe (cow extinct there) before the Japanese were introduced, a small parcel of which are sent to me by my brother from Daylesford, Victoria, and Mr Federli thinks that this kind is the most suited for New Zealand. These facts show the suitableness of the climate, leaving no more doubts on the matter. In October 1880, I wrote a paper on this subject, and handed the same to Mr Adams, by whom it was read at the Philosophical Institute, when I was kindly invited to be present. An interesting discussion took place, when some of the gentlemen present expressed the opinion that this climate was too cold, and that silk-cultivation would not pay here, as labor was too dear. I hold that industry will pay better than many other products. If it pays in California and America, it should pay here. Very little capital is required, small risk, a light amusing work, and quick returns for the labor involved, and when farmers have their trees full grown, the cultivation of the worms only lasts about six weeks. The Americans have noticed this important industry for forty years, through its being condemned by large speculators, and by beginning work at the wrong end. A few years ago, however, they made a fresh attempt on a proper basis, and are now making great progress, with lively public spirit, and, consequently, better results; and before long America will be a great silk producing country. In 1870 in California alone, not less than seven million of mulberry trees were planted. What can prevent New Zealand from becoming a great silk producing country in the course of a few years, if the people will only forget conservatism, and give the little attention needed to the introduction of colonial progress? Before we can go in for stocking silkworm-keeping, or the production of cocoons, we must first of all have plenty of trees planted, and I would suggest the following as the simplest and cheapest plan, viz.:—The Government to provide mulberry plants and seed, and distribute the same to Agricultural, Horticultural, Acclimatisation, and Colonial Industry Associations, these Associations	[789, 463, 937, 889]
article-paragraph: It may seem almost premature to talk about making arrangements for the Queen's Birthday when the middle of January has barely passed, but the four months will soon slip away, and if we are not first in the field with a definite proposal of what we shall do on that day, other amusements will doubtless be devised in other parts of the district, and so there will be less interest and less chance of a thorough success. It is by no means a light task to arrange a programme so attractive as to awake the sympathies of the great majority of the Peninsula residents, but we believe it could be managed on this occasion, for athletic sports are in favor with most people, and no one can deny that they are health promoting, and that they teach great moral lessons of patience and endurance—better than most sermons. The proposal to make the Queen's Birthday the occasion of a great athletic gathering in Akaroa is by no means new. It seems to us a day thoroughly fitted for that special purpose, and we warmly advocate the idea. At that time the busy grass seeding and cheese making season are over, and there is leisure for the farmers and their families to attend and assist; besides the weather is cooler, for the great heat of the year has passed, and the Isolation of summer, with its charming tints, sunny sky, and long calms, has not yet yielded to winter. The time therefore is good in every way. There are no public holidays and there is no other recommendation which the day has, and that is, that it is at such a distance from the other holidays that it is generally more appreciated. We should certainly like to see a Caledonian Society started here, for those associations are almost universally successful, and succeed in drawing visitors from outside. Once start it, and we believe it would go ahead; but perhaps, as time is short, it would be well not to try the experiment till after the Sports are held. In any case it is time now, if a gathering is to take place, to elect an influential committee to prepare a programme, and test public feeling on the matter. The soccer this is done the better, and we should recommend that the committee elected should be a very large one, and that it should include representatives from the various country localities. If somebody would only take the initiative and call a meeting, or get up a petition to present to the Mayor, asking him to call a public meeting to consider the question, general interest would be awakened. We hope earnestly that before many days have passed we shall hear of this having been done, and that a good and representative committee will have been elected, and commenced their work with that energy that renders success almost a certainty.	[16, 538, 158, 905]
telegram: Nothing can be done about renewing the Pacific mail contract until it is ascertained whether the New South Wales Government are willing to re-commence negotiations. A cable message has been sent to the latter, asking what they intend to do in the matter.	[320, 830, 466, 866]
news-item: New Councillors.—Messrs J. J. Kissel and J. Staples were the only candidates for the seats in the Council rendered vacant by the resignation of Messrs Scott and Westenra, and were therefore duly elected Councillors.	[166, 266, 312, 295]
